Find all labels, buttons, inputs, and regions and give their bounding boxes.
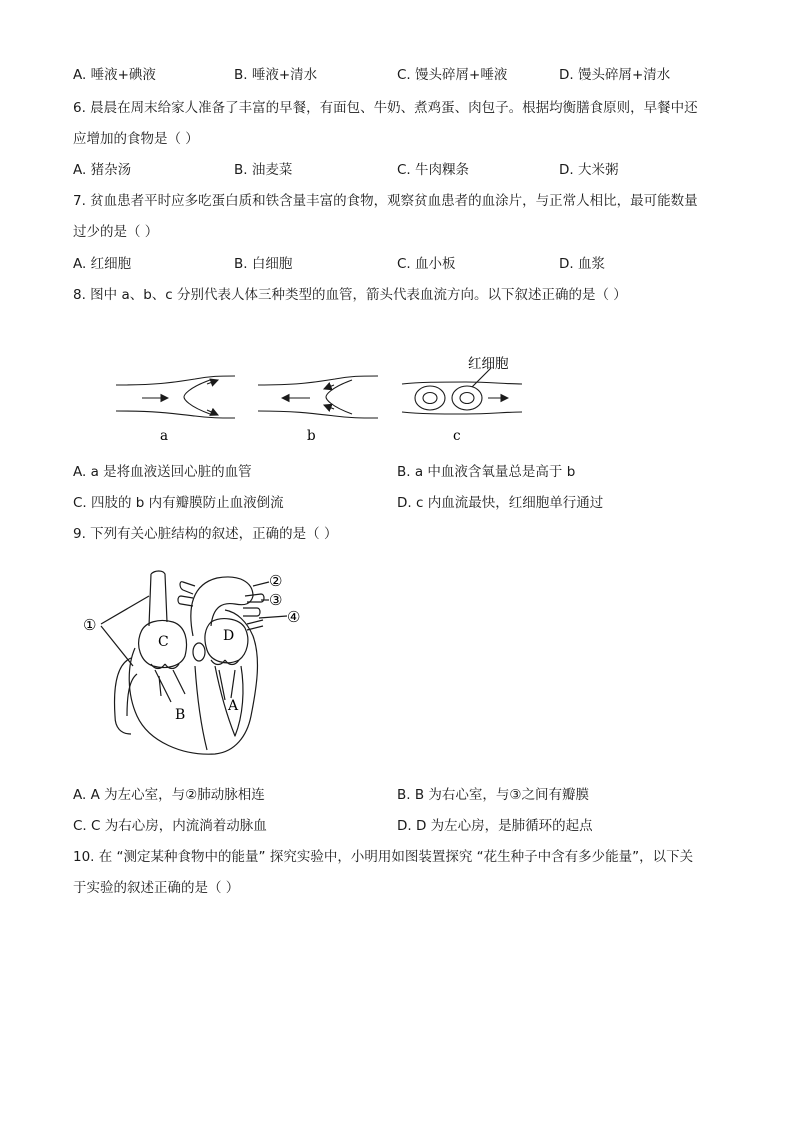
q8-option-a[interactable]: A. a 是将血液送回心脏的血管 [73,464,252,480]
q9-option-c[interactable]: C. C 为右心房，内流淌着动脉血 [73,818,267,834]
q7-option-c[interactable]: C. 血小板 [397,256,456,272]
q6-stem-line1: 6. 晨晨在周末给家人准备了丰富的早餐，有面包、牛奶、煮鸡蛋、肉包子。根据均衡膳食原则，早餐中还 [73,100,698,116]
q7-option-b[interactable]: B. 白细胞 [234,256,293,272]
q10-stem-line1: 10. 在 “测定某种食物中的能量” 探究实验中，小明用如图装置探究 “花生种子中含有多少能量”，以下关 [73,849,694,865]
heart-structure-figure [75,566,320,762]
chordae-right [155,670,185,702]
q5-option-d[interactable]: D. 馒头碎屑+清水 [559,67,671,83]
q7-option-a[interactable]: A. 红细胞 [73,256,132,272]
q5-option-a[interactable]: A. 唾液+碘液 [73,67,156,83]
q8-option-c[interactable]: C. 四肢的 b 内有瓣膜防止血液倒流 [73,495,284,511]
label-num-3: ③ [269,591,283,609]
q7-stem-line1: 7. 贫血患者平时应多吃蛋白质和铁含量丰富的食物，观察贫血患者的血涂片，与正常人相比，最可能数量 [73,193,698,209]
leader-4 [259,616,287,618]
label-num-2: ② [269,572,283,590]
label-b-right-ventricle: B [175,707,186,723]
vessel-label-a: a [160,428,169,444]
aorta [191,577,253,636]
label-num-4: ④ [287,608,301,626]
vessel-label-b: b [307,428,316,444]
pulmonary-artery [243,594,264,616]
label-num-1: ① [83,616,97,634]
q6-option-c[interactable]: C. 牛肉粿条 [397,162,470,178]
inferior-vena-cava [115,658,137,734]
q6-option-a[interactable]: A. 猪杂汤 [73,162,132,178]
label-c-right-atrium: C [158,634,169,650]
septum [195,666,207,750]
vessel-b [258,376,378,418]
q7-stem-line2: 过少的是（ ） [73,224,159,240]
semilunar-valve [193,643,205,661]
blood-vessels-figure [110,348,530,444]
vessel-label-c: c [453,428,461,444]
q6-option-b[interactable]: B. 油麦菜 [234,162,293,178]
vessel-c [402,368,522,414]
q6-option-d[interactable]: D. 大米粥 [559,162,619,178]
superior-vena-cava [149,571,167,626]
vessel-a [116,376,235,418]
leader-2 [253,582,269,586]
q9-option-b[interactable]: B. B 为右心室，与③之间有瓣膜 [397,787,589,803]
label-a-left-ventricle: A [228,698,239,714]
heart-outline [129,610,257,754]
q9-option-a[interactable]: A. A 为左心室，与②肺动脉相连 [73,787,265,803]
q5-option-c[interactable]: C. 馒头碎屑+唾液 [397,67,508,83]
q8-option-b[interactable]: B. a 中血液含氧量总是高于 b [397,464,576,480]
label-d-left-atrium: D [223,628,235,644]
q6-stem-line2: 应增加的食物是（ ） [73,131,199,147]
q9-stem: 9. 下列有关心脏结构的叙述，正确的是（ ） [73,526,338,542]
q10-stem-line2: 于实验的叙述正确的是（ ） [73,880,240,896]
q8-stem: 8. 图中 a、b、c 分别代表人体三种类型的血管，箭头代表血流方向。以下叙述正确的是（ ） [73,287,627,303]
q5-option-b[interactable]: B. 唾液+清水 [234,67,318,83]
q7-option-d[interactable]: D. 血浆 [559,256,605,272]
q8-option-d[interactable]: D. c 内血流最快，红细胞单行通过 [397,495,604,511]
rbc-label: 红细胞 [468,356,509,372]
q9-option-d[interactable]: D. D 为左心房，是肺循环的起点 [397,818,593,834]
